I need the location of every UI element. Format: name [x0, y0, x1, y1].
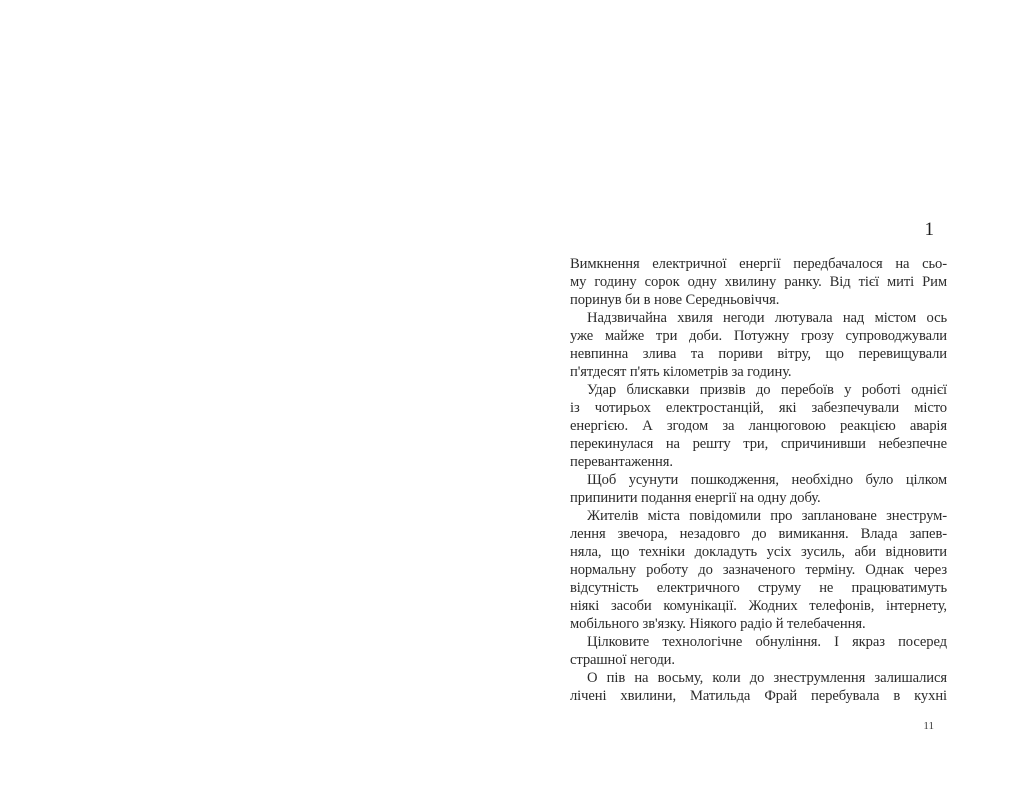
text-line: енергією. А згодом за ланцюговою реакцією аварія	[570, 418, 947, 434]
text-line: О пів на восьму, коли до знеструмлення залишалися	[587, 670, 947, 686]
text-line: уже майже три доби. Потужну грозу супроводжували	[570, 328, 947, 344]
text-line: Цілковите технологічне обнуління. І якраз посеред	[587, 634, 947, 650]
text-line: мобільного зв'язку. Ніякого радіо й телебачення.	[570, 616, 866, 632]
text-line: нормальну роботу до зазначеного терміну. Однак через	[570, 562, 947, 578]
text-line: лення звечора, незадовго до вимикання. Влада запев-	[570, 526, 947, 542]
text-line: му годину сорок одну хвилину ранку. Від тієї миті Рим	[570, 274, 947, 290]
text-line: лічені хвилини, Матильда Фрай перебувала в кухні	[570, 688, 947, 704]
text-line: няла, що техніки докладуть усіх зусиль, аби відновити	[570, 544, 947, 560]
right-page	[512, 0, 1024, 802]
text-line: невпинна злива та пориви вітру, що перевищували	[570, 346, 947, 362]
text-line: ніякі засоби комунікації. Жодних телефонів, інтернету,	[570, 598, 947, 614]
page-number: 11	[923, 720, 934, 732]
text-line: перевантаження.	[570, 454, 673, 470]
text-line: поринув би в нове Середньовіччя.	[570, 292, 780, 308]
text-line: страшної негоди.	[570, 652, 675, 668]
text-line: із чотирьох електростанцій, які забезпечували місто	[570, 400, 947, 416]
text-line: Щоб усунути пошкодження, необхідно було цілком	[587, 472, 947, 488]
body-text	[570, 255, 947, 705]
text-line: Надзвичайна хвиля негоди лютувала над містом ось	[587, 310, 947, 326]
text-line: Жителів міста повідомили про заплановане знеструм-	[587, 508, 947, 524]
text-line: п'ятдесят п'ять кілометрів за годину.	[570, 364, 792, 380]
text-line: припинити подання енергії на одну добу.	[570, 490, 821, 506]
text-line: відсутність електричного струму не працюватимуть	[570, 580, 947, 596]
text-line: Удар блискавки призвів до перебоїв у роботі однієї	[587, 382, 947, 398]
text-line: перекинулася на решту три, спричинивши небезпечне	[570, 436, 947, 452]
text-line: Вимкнення електричної енергії передбачалося на сьо-	[570, 256, 947, 272]
chapter-number: 1	[924, 219, 934, 240]
